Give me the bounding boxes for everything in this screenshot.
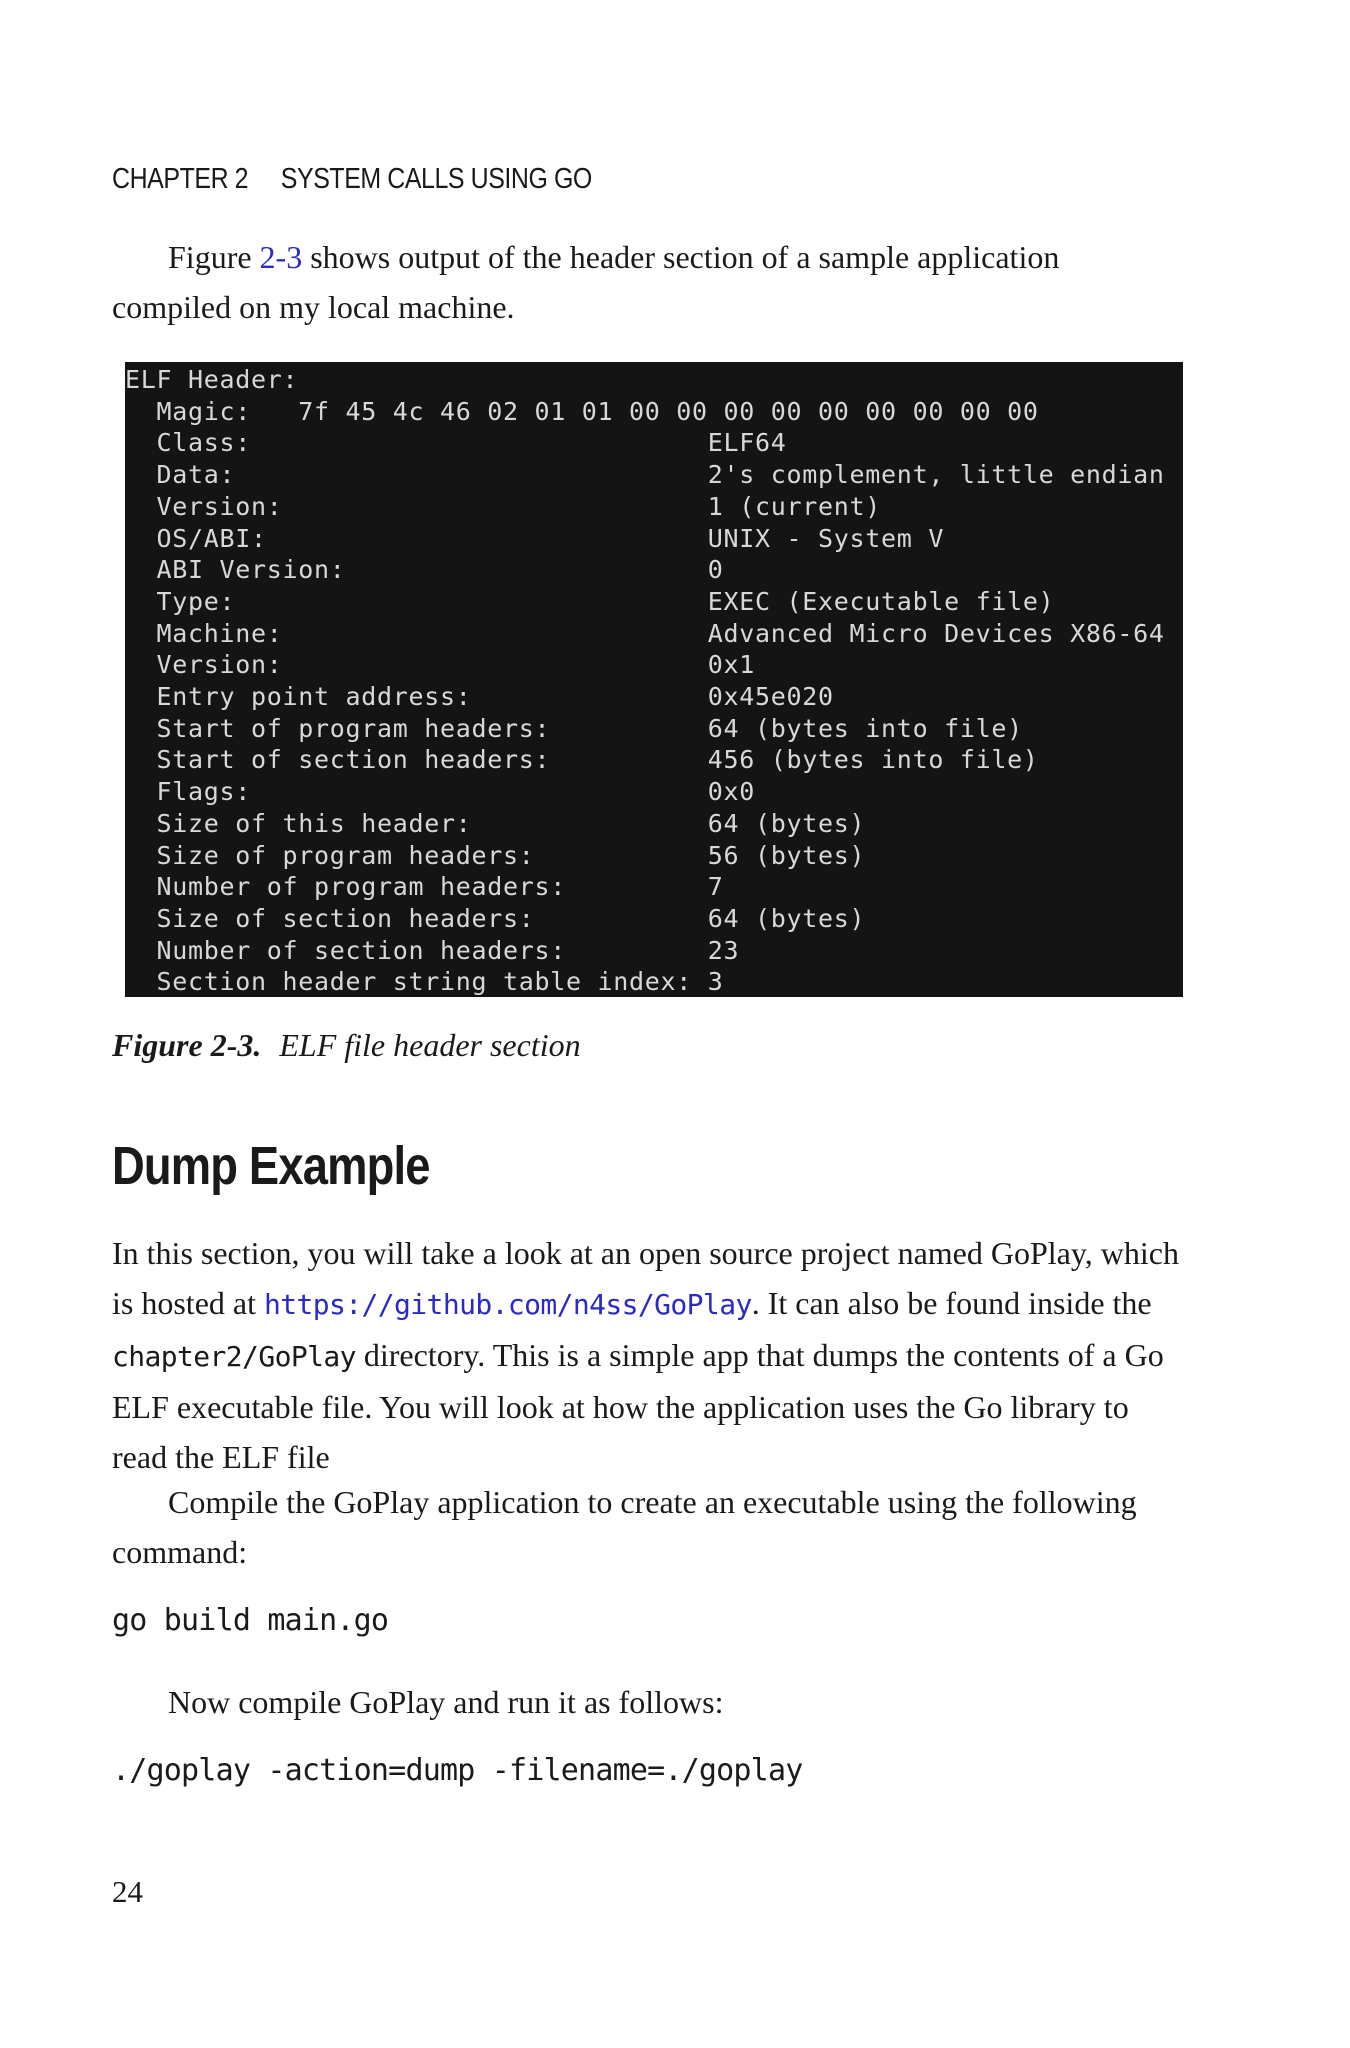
elf-header-output: ELF Header: Magic: 7f 45 4c 46 02 01 01 00 00 00 00 00 00 00 00 00 Class: ELF64 Data: 2's complement, little endian Version: 1 (current) OS/ABI: UNIX - System V ABI Version: 0 Type: EXEC (Executable file) Machine: Advanced Micro Devices X86-64 Version: 0x1 Entry point address: 0x45e020 Start of program headers: 64 (bytes into file) Start of section headers: 456 (bytes into file) Flags: 0x0 Size of this header: 64 (bytes) Size of program headers: 56 (bytes) Number of program headers: 7 Size of section headers: 64 (bytes) Number of section headers: 23 Section header string table index: 3: [125, 365, 1165, 997]
directory-code: chapter2/GoPlay: [112, 1340, 356, 1373]
run-paragraph: Now compile GoPlay and run it as follows:: [168, 1684, 724, 1720]
build-command: go build main.go: [112, 1603, 389, 1638]
compile-paragraph: Compile the GoPlay application to create an executable using the following command:: [112, 1484, 1137, 1570]
page-number: 24: [112, 1874, 143, 1909]
intro-paragraph: [112, 232, 1182, 332]
running-header: [112, 163, 592, 196]
figure-reference-link[interactable]: 2-3: [259, 239, 303, 275]
run-command: ./goplay -action=dump -filename=./goplay: [112, 1753, 803, 1788]
dump-text-1: In this section, you will take a look at an open source project named GoPlay, which is hosted at: [112, 1235, 1179, 1321]
terminal-screenshot: [125, 362, 1183, 997]
dump-text-2: . It can also be found inside the: [751, 1285, 1152, 1321]
section-heading: Dump Example: [112, 1136, 430, 1196]
book-page: [112, 0, 1182, 2048]
chapter-title: SYSTEM CALLS USING GO: [280, 163, 592, 195]
figure-caption-label: Figure 2-3.: [112, 1027, 262, 1063]
intro-text-start: Figure: [168, 239, 260, 275]
intro-text-end: shows output of the header section of a sample application compiled on my local machine.: [112, 239, 1060, 325]
dump-text-3: directory. This is a simple app that dumps the contents of a Go ELF executable file. You will look at how the application uses the Go library to read the ELF file: [112, 1337, 1164, 1475]
dump-paragraph: [112, 1228, 1182, 1482]
figure-caption-text: ELF file header section: [279, 1027, 581, 1063]
figure-caption: [112, 1027, 581, 1064]
chapter-label: CHAPTER 2: [112, 163, 249, 195]
github-link[interactable]: https://github.com/n4ss/GoPlay: [263, 1288, 752, 1321]
